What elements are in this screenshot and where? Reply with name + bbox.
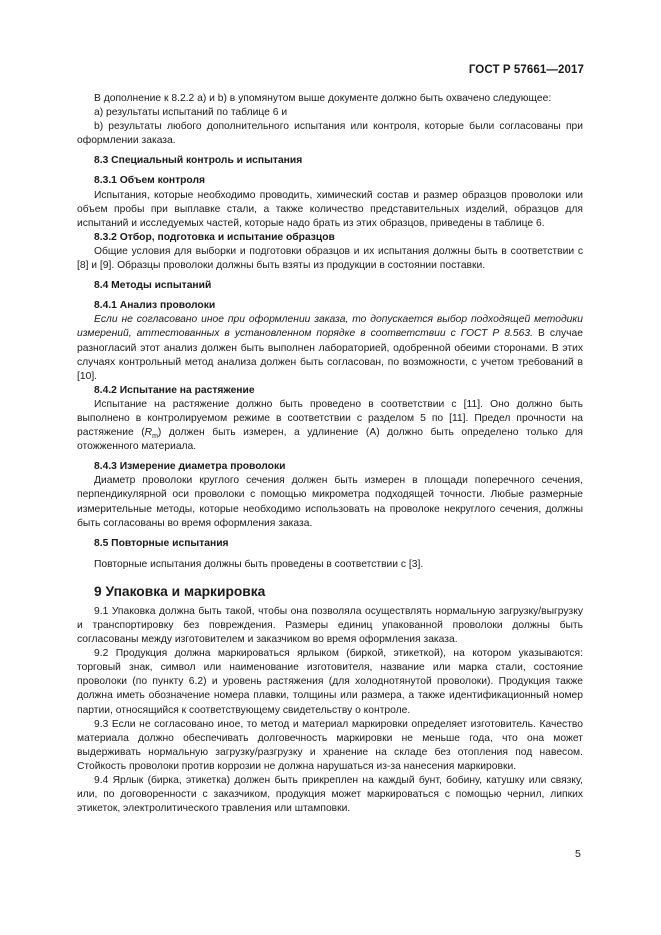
paragraph-8-4-3: Диаметр проволоки круглого сечения должен быть измерен в площади поперечного сечения, перпендикулярной оси проволоки с помощью микрометра подходящей точности. Любые размерные измерительные методы, которые необходимо использовать на проволоке некруглого сечения, должны быть согласованы во время оформления заказа. — [77, 475, 583, 529]
section-heading-8-5: 8.5 Повторные испытания — [94, 537, 229, 549]
subsection-heading-8-3-1: 8.3.1 Объем контроля — [94, 175, 206, 187]
subsection-heading-8-3-2: 8.3.2 Отбор, подготовка и испытание образцов — [94, 231, 335, 243]
page-number: 5 — [575, 848, 581, 860]
intro-paragraph: В дополнение к 8.2.2 а) и b) в упомянутом выше документе должно быть охвачено следующее: — [94, 93, 552, 104]
document-body — [77, 92, 583, 816]
paragraph-8-3-1: Испытания, которые необходимо проводить, химический состав и размер образцов проволоки или объем пробы при выплавке стали, а также количество представительных изделий, образцов для испытаний и исследуемых частей, которые надо брать из этих образцов, приведены в таблице 6. — [77, 189, 583, 229]
paragraph-9-3: 9.3 Если не согласовано иное, то метод и материал маркировки определяет изготовитель. Качество материала должно обеспечивать долговечность маркировки не меньше года, что она может выдерживать нормальную загрузку/разгрузку и хранение на складе без отопления под навесом. Стойкость проволоки против коррозии не должна нарушаться из-за нанесения маркировки. — [77, 718, 583, 772]
paragraph-8-4-1-rest: В случае разногласий этот анализ должен быть выполнен лабораторией, одобренной обеими сторонами. В этих случаях контрольный метод анализа должен быть согласован, по возможности, с учетом требований в [10]. — [77, 328, 583, 382]
paragraph-8-4-1 — [77, 313, 583, 383]
list-item-b: b) результаты любого дополнительного испытания или контроля, которые были согласованы при оформлении заказа. — [77, 121, 583, 147]
paragraph-9-2: 9.2 Продукция должна маркироваться ярлыком (биркой, этикеткой), на котором указываются: торговый знак, символ или наименование изготовителя, название или марка стали, состояние проволоки (по пункту 6.2) и уровень растяжения (для холоднотянутой проволоки). Продукция также должна иметь обозначение номера плавки, толщины или размера, а также идентификационный номер партии, относящийся к соответствующему свидетельству о контроле. — [77, 648, 583, 716]
section-heading-8-4: 8.4 Методы испытаний — [94, 280, 212, 292]
paragraph-8-5: Повторные испытания должны быть проведены в соответствии с [3]. — [94, 558, 424, 570]
paragraph-8-4-2 — [77, 398, 583, 454]
paragraph-9-1: 9.1 Упаковка должна быть такой, чтобы она позволяла осуществлять нормальную загрузку/выгрузку и транспортировку без повреждения. Размеры единиц упакованной проволоки должны быть согласованы между изготовителем и заказчиком во время оформления заказа. — [77, 605, 583, 646]
paragraph-8-4-2-part-b: ) должен быть измерен, а удлинение (А) должно быть определено только для отожженного материала. — [77, 427, 583, 453]
rm-symbol: R — [144, 427, 153, 439]
subsection-heading-8-4-2: 8.4.2 Испытание на растяжение — [94, 384, 255, 396]
paragraph-9-4: 9.4 Ярлык (бирка, этикетка) должен быть прикреплен на каждый бунт, бобину, катушку или связку, или, по договоренности с заказчиком, продукция может маркироваться с помощью чернил, липких этикеток, электролитического травления или штамповки. — [77, 775, 583, 815]
subsection-heading-8-4-1: 8.4.1 Анализ проволоки — [94, 300, 216, 312]
section-heading-8-3: 8.3 Специальный контроль и испытания — [94, 155, 303, 167]
paragraph-8-4-2-part-a: Испытание на растяжение должно быть проведено в соответствии с [11]. Оно должно быть выполнено в контролируемом режиме в соответствии с разделом 5 по [11]. Предел прочности на растяжение ( — [77, 398, 583, 439]
paragraph-8-3-2: Общие условия для выборки и подготовки образцов и их испытания должны быть в соответствии с [8] и [9]. Образцы проволоки должны быть взяты из продукции в состоянии поставки. — [77, 245, 583, 272]
rm-subscript: m — [152, 433, 158, 441]
section-heading-9: 9 Упаковка и маркировка — [94, 583, 266, 599]
list-item-a: а) результаты испытаний по таблице 6 и — [94, 107, 288, 119]
paragraph-8-4-1-italic: Если не согласовано иное при оформлении заказа, то допускается выбор подходящей методики измерений, аттестованных в установленном порядке в соответствии с ГОСТ Р 8.563. — [77, 314, 583, 340]
subsection-heading-8-4-3: 8.4.3 Измерение диаметра проволоки — [94, 461, 286, 473]
document-id-header: ГОСТ Р 57661—2017 — [468, 64, 584, 76]
